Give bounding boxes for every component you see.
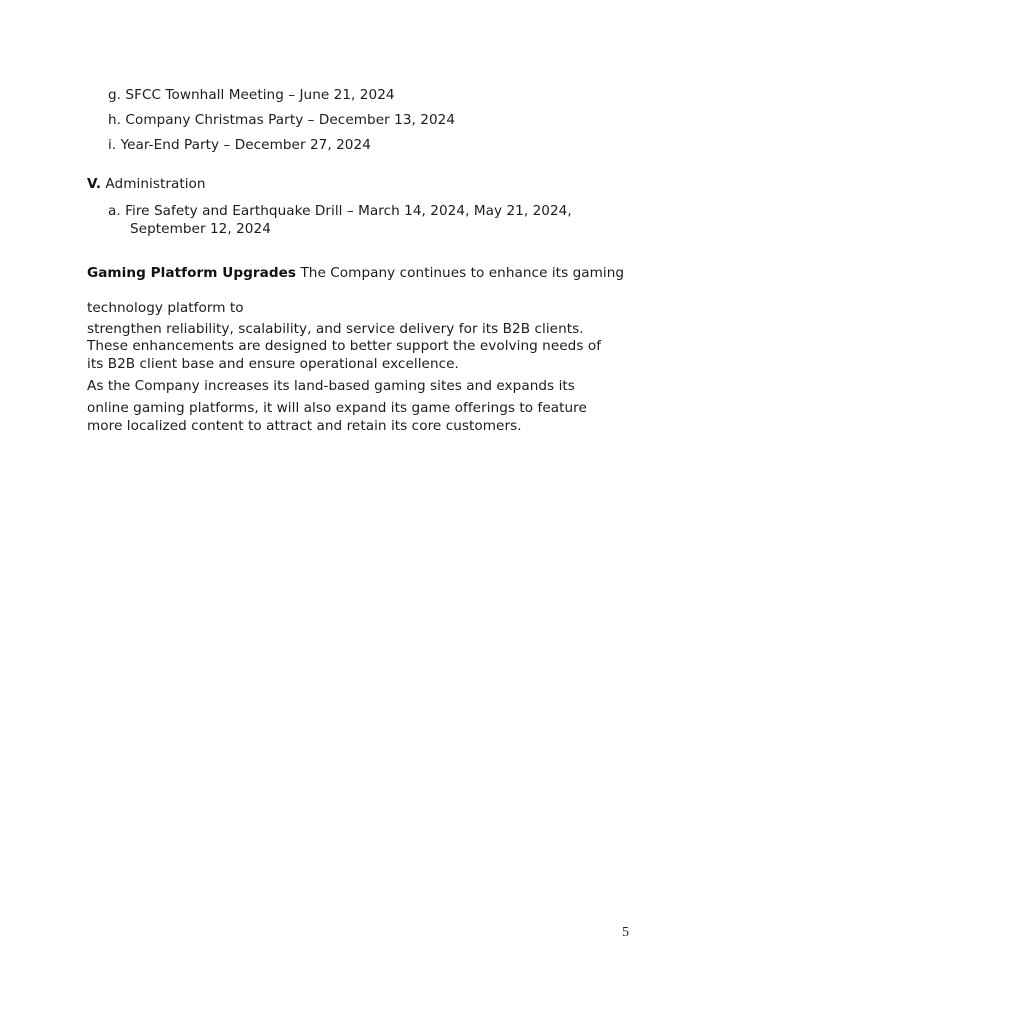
- paragraph-line: These enhancements are designed to better support the evolving needs of: [87, 338, 602, 354]
- list-item-event-g: g. SFCC Townhall Meeting – June 21, 2024: [108, 87, 395, 103]
- paragraph-line: strengthen reliability, scalability, and service delivery for its B2B clients.: [87, 321, 584, 337]
- section-heading-administration: [87, 175, 206, 193]
- list-item-drill-line2: September 12, 2024: [130, 221, 271, 237]
- list-item-event-h: h. Company Christmas Party – December 13, 2024: [108, 112, 456, 128]
- page-number: 5: [622, 925, 629, 940]
- paragraph-line: As the Company increases its land-based gaming sites and expands its: [87, 378, 575, 394]
- paragraph-line: more localized content to attract and retain its core customers.: [87, 418, 522, 434]
- gaming-heading-line: [87, 264, 624, 282]
- gaming-intro: The Company continues to enhance its gaming: [300, 265, 625, 281]
- list-item-event-i: i. Year-End Party – December 27, 2024: [108, 137, 371, 153]
- paragraph-line: its B2B client base and ensure operational excellence.: [87, 356, 459, 372]
- paragraph-line: technology platform to: [87, 300, 244, 316]
- list-item-drill-line1: a. Fire Safety and Earthquake Drill – March 14, 2024, May 21, 2024,: [108, 203, 572, 219]
- paragraph-line: online gaming platforms, it will also expand its game offerings to feature: [87, 400, 587, 416]
- section-number: V.: [87, 176, 102, 192]
- gaming-heading: Gaming Platform Upgrades: [87, 265, 297, 281]
- section-title: Administration: [105, 176, 206, 192]
